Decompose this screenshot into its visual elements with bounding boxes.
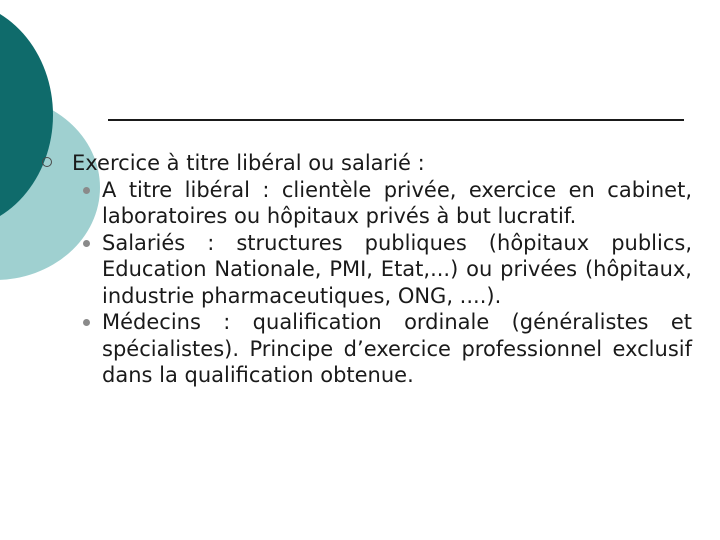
filled-dot-bullet-icon (83, 187, 90, 194)
sub-bullet-text: Médecins : qualification ordinale (généralistes et spécialistes). Principe d’exercice professionnel exclusif dans la qualification obtenue. (102, 310, 692, 387)
bullet-level1 (42, 150, 692, 389)
sub-bullet-text: Salariés : structures publiques (hôpitaux publics, Education Nationale, PMI, Etat,...) ou privées (hôpitaux, industrie pharmaceutiques, ONG, ....). (102, 230, 692, 308)
slide-body (42, 150, 692, 389)
hollow-circle-bullet-icon (42, 157, 52, 167)
sub-bullet-liberal (72, 177, 692, 230)
title-underline (108, 119, 684, 121)
sub-bullet-salaries (72, 230, 692, 310)
sub-bullet-text: A titre libéral : clientèle privée, exercice en cabinet, laboratoires ou hôpitaux privés à but lucratif. (102, 177, 692, 228)
sub-bullet-medecins (72, 309, 692, 389)
sub-bullet-list (72, 177, 692, 389)
filled-dot-bullet-icon (83, 319, 90, 326)
bullet-level1-text: Exercice à titre libéral ou salarié : (72, 151, 425, 175)
filled-dot-bullet-icon (83, 240, 90, 247)
